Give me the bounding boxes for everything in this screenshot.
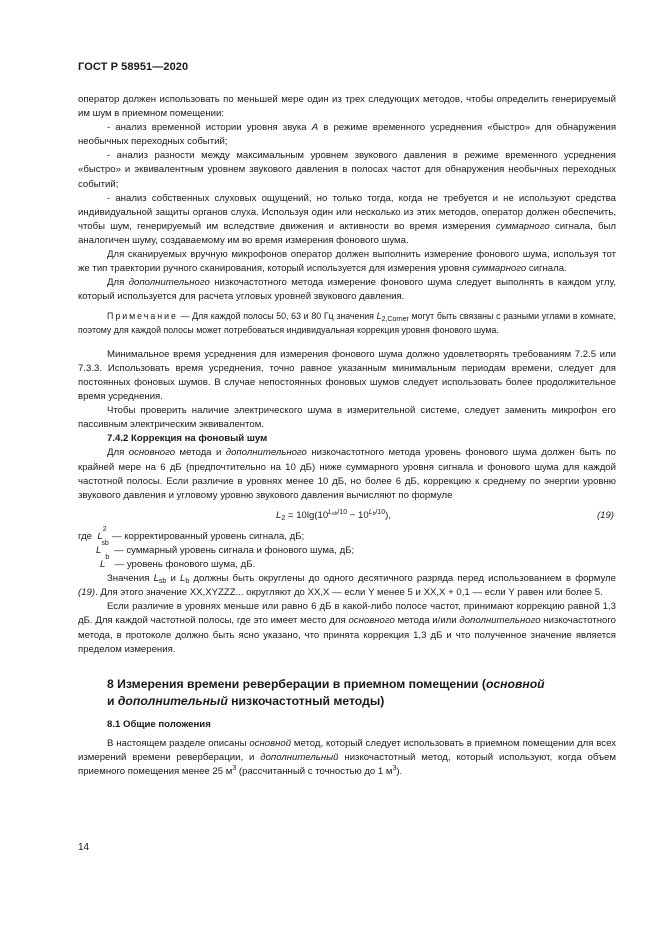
page-body: [78, 93, 616, 779]
definition-row: где L 2 — корректированный уровень сигнала, дБ;: [78, 525, 305, 542]
page-number: 14: [78, 842, 90, 853]
definition-row: L b — уровень фонового шума, дБ.: [100, 554, 256, 571]
section-heading: 8 Измерения времени реверберации в приемном помещении (основной и дополнительный низкочастотный методы): [107, 676, 545, 708]
subsection-heading: 8.1 Общие положения: [107, 718, 211, 730]
paragraph: Для дополнительного низкочастотного метода измерение фонового шума следует выполнять в каждом углу, который используется для расчета угловых уровней звукового давления.: [78, 277, 616, 303]
note-label: Примечание: [107, 311, 178, 322]
formula-expression: $L_2 = 10\lg(10^{L_{sb}/10} - 10^{L_b/10})$,: [276, 508, 392, 522]
paragraph: оператор должен использовать по меньшей мере один из трех следующих методов, чтобы определить генерируемый им шум в приемном помещении:: [78, 94, 616, 120]
list-item: - анализ разности между максимальным уровнем звукового давления в режиме временного усреднения «быстро» и эквивалентным уровнем звукового давления в полосах частот для обнаружения необычных переходных событий;: [78, 150, 616, 190]
paragraph: В настоящем разделе описаны основной метод, который следует использовать в приемном помещении для всех измерений времени реверберации, и дополнительный низкочастотный метод, который используют, когда объем приемного помещения менее 25 $м^3$ (рассчитанный с точностью до 1 $м^3$).: [78, 737, 616, 777]
equation-number: (19): [596, 509, 614, 521]
definition-row: L sb — суммарный уровень сигнала и фонового шума, дБ;: [96, 539, 355, 556]
paragraph: Для сканируемых вручную микрофонов оператор должен выполнить измерение фонового шума, используя тот же тип траектории ручного сканирования, который используется для измерения уровня суммарного сигнала.: [78, 249, 616, 275]
standard-header: ГОСТ Р 58951—2020: [78, 61, 189, 73]
list-item: - анализ временной истории уровня звука A в режиме временного усреднения «быстро» для обнаружения необычных переходных событий;: [78, 122, 617, 148]
list-item: - анализ собственных слуховых ощущений, но только тогда, когда не требуется и не используют средства индивидуальной защиты органов слуха. Используя один или несколько из этих методов, оператор должен обеспечить, чтобы шум, генерируемый им вследствие движения и активности во время измерения суммарного сигнала, был аналогичен шуму, создаваемому им во время измерения фонового шума.: [78, 192, 616, 246]
note: Примечание — Для каждой полосы 50, 63 и 80 Гц значения $L_{2,Corner}$ могут быть связаны с разными углами в комнате, поэтому для каждой полосы может потребоваться индивидуальная коррекция уровня фонового шума.: [78, 311, 617, 335]
paragraph: Для основного метода и дополнительного низкочастотного метода уровень фонового шума должен быть по крайней мере на 6 дБ (предпочтительно на 10 дБ) ниже суммарного уровня сигнала и фонового шума для каждой частотной полосы. Если различие в уровнях менее 10 дБ, но более 6 дБ, коррекцию к среднему по энергии уровню звукового давления и угловому уровню звукового давления вычисляют по формуле: [78, 447, 616, 501]
formula-19: [78, 503, 616, 530]
subsection-heading: 7.4.2 Коррекция на фоновый шум: [107, 433, 268, 445]
paragraph: Минимальное время усреднения для измерения фонового шума должно удовлетворять требованиям 7.2.5 или 7.3.3. Использовать время усреднения, точно равное указанным минимальным периодам времени, следует для постоянных фоновых шумов. В случае непостоянных фоновых шумов следует использовать более продолжительное время усреднения.: [78, 348, 616, 403]
paragraph: Чтобы проверить наличие электрического шума в измерительной системе, следует заменить микрофон его пассивным электрическим эквивалентом.: [78, 405, 616, 431]
variable-definitions: [78, 525, 616, 572]
paragraph: Если различие в уровнях меньше или равно 6 дБ в какой-либо полосе частот, принимают коррекцию равной 1,3 дБ. Для каждой частотной полосы, где это имеет место для основного метода и/или дополнительного низкочастотного метода, в протоколе должно быть ясно указано, что принята коррекция 1,3 дБ и что полученное значение является пределом измерения.: [78, 601, 616, 655]
paragraph: Значения $L_{sb}$ и $L_b$ должны быть округлены до одного десятичного разряда перед использованием в формуле (19). Для этого значение XX,XYZZZ... округляют до XX,X — если Y менее 5 и XX,X + 0,1 — если Y равен или более 5.: [78, 573, 616, 599]
